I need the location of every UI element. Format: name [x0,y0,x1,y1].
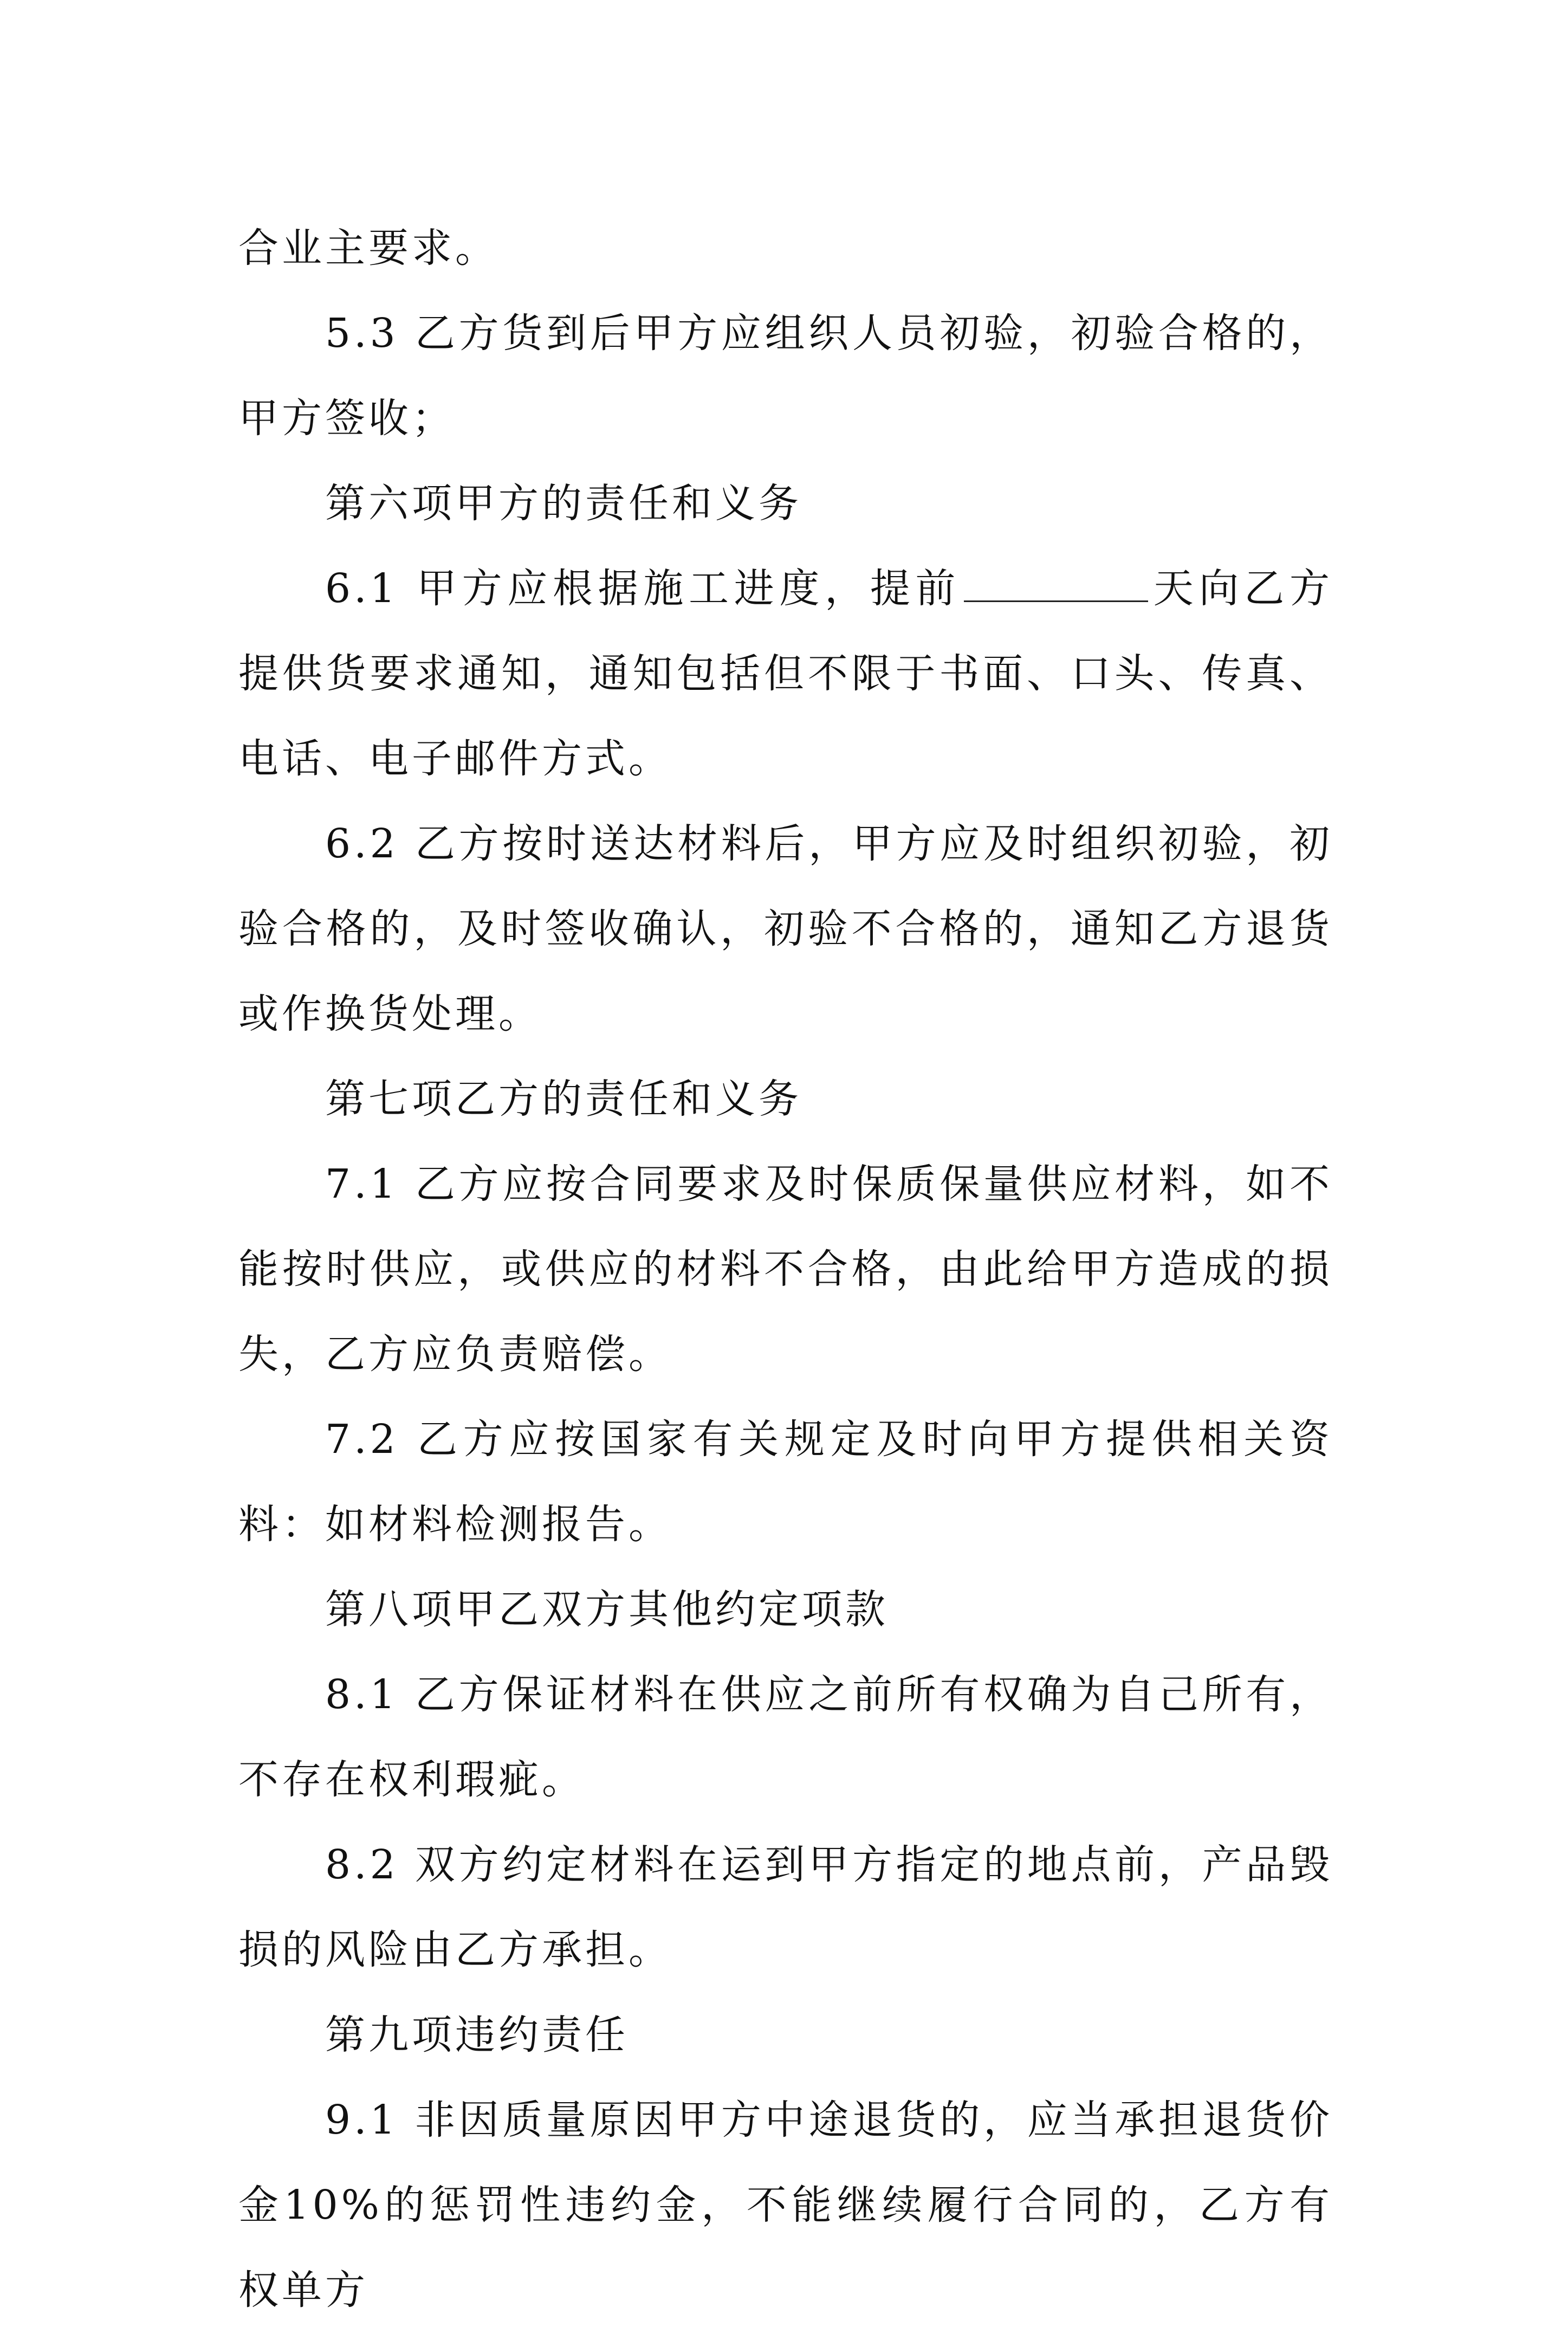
clause-6-1-text-start: 6.1 甲方应根据施工进度，提前 [325,565,961,612]
section-heading-6: 第六项甲方的责任和义务 [325,480,802,527]
paragraph-continuation: 合业主要求。 [238,225,498,272]
document-body [238,206,1333,2333]
section-heading-7: 第七项乙方的责任和义务 [325,1076,802,1122]
clause-8-2: 8.2 双方约定材料在运到甲方指定的地点前，产品毁损的风险由乙方承担。 [238,1841,1333,1973]
clause-9-1: 9.1 非因质量原因甲方中途退货的，应当承担退货价金10%的惩罚性违约金，不能继续履行合同的，乙方有权单方 [238,2097,1333,2313]
clause-7-1: 7.1 乙方应按合同要求及时保质保量供应材料，如不能按时供应，或供应的材料不合格，由此给甲方造成的损失，乙方应负责赔偿。 [238,1161,1333,1378]
clause-5-3: 5.3 乙方货到后甲方应组织人员初验，初验合格的，甲方签收； [238,310,1333,442]
fill-in-blank-days [964,568,1148,602]
clause-6-2: 6.2 乙方按时送达材料后，甲方应及时组织初验，初验合格的，及时签收确认，初验不合格的，通知乙方退货或作换货处理。 [238,820,1333,1037]
clause-6-1 [238,546,1333,802]
section-heading-9: 第九项违约责任 [325,2012,629,2058]
clause-7-2: 7.2 乙方应按国家有关规定及时向甲方提供相关资料：如材料检测报告。 [238,1416,1333,1548]
section-heading-8: 第八项甲乙双方其他约定项款 [325,1586,889,1633]
clause-8-1: 8.1 乙方保证材料在供应之前所有权确为自己所有，不存在权利瑕疵。 [238,1671,1333,1803]
clause-6-1-text-end: 天向乙方提供货要求通知，通知包括但不限于书面、口头、传真、电话、电子邮件方式。 [238,565,1333,782]
